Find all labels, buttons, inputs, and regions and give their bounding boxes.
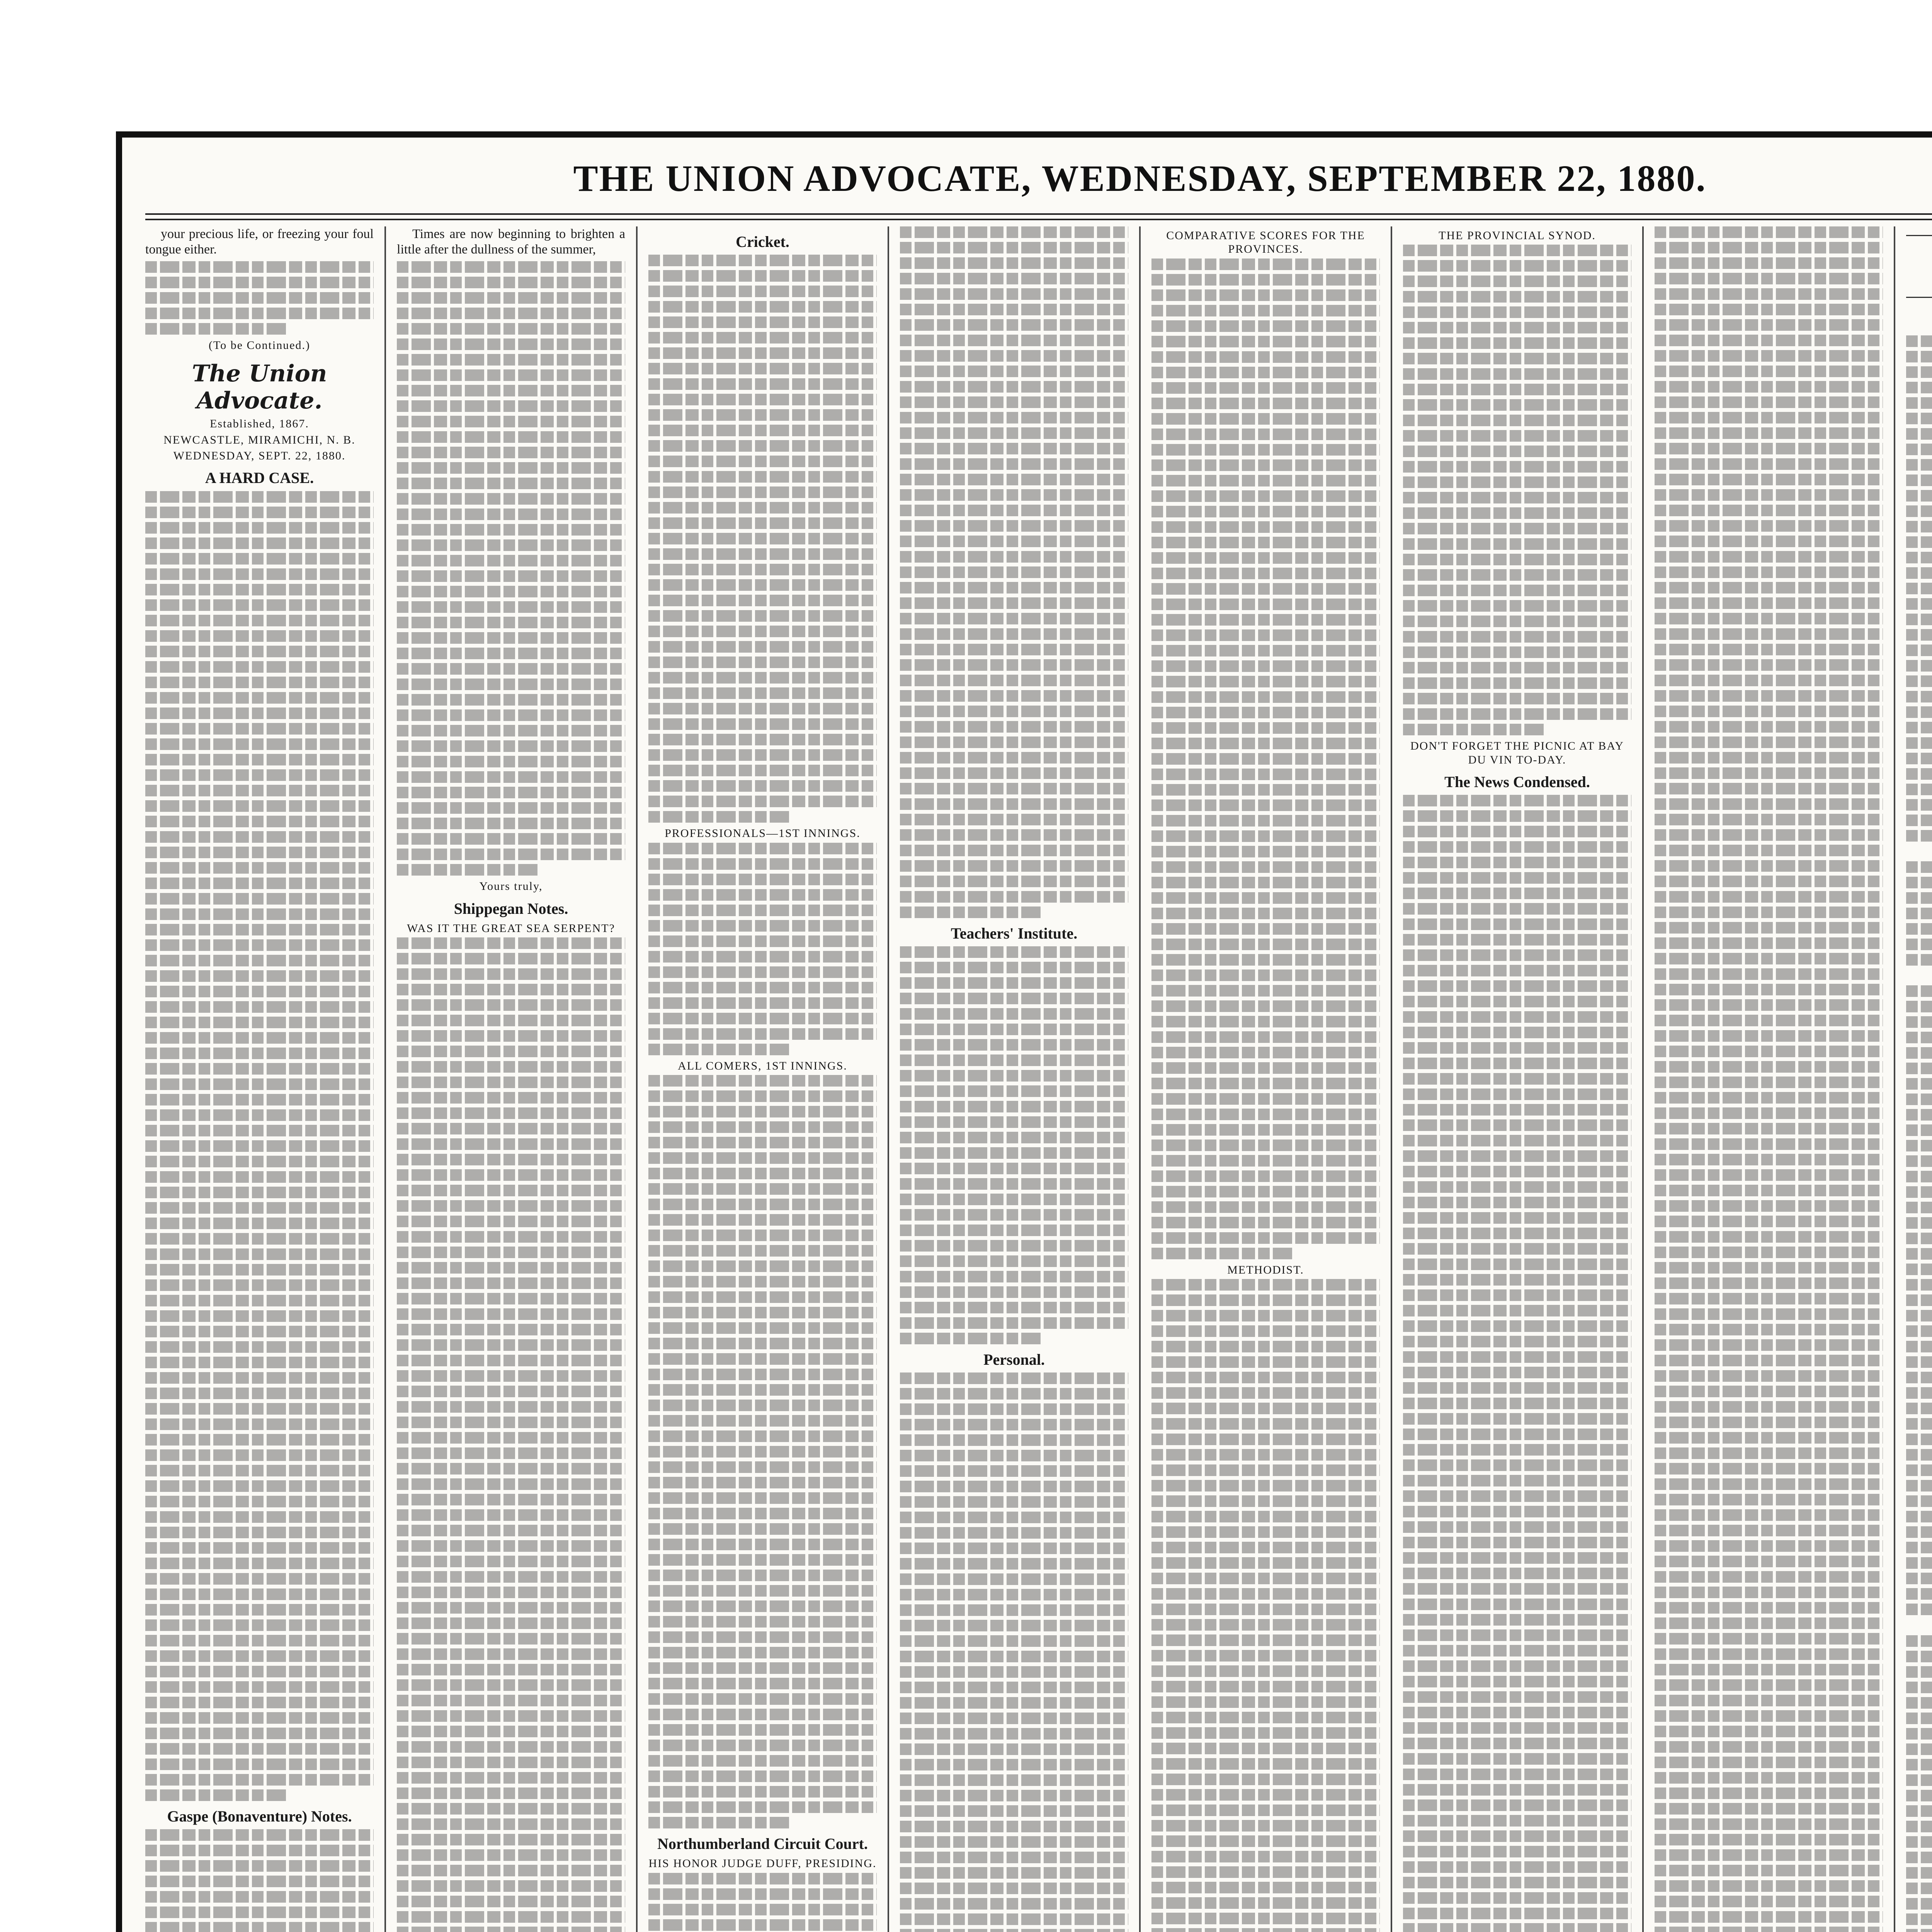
headline-hard-case: A HARD CASE. <box>205 469 314 487</box>
paper-nameplate: The Union Advocate. <box>192 360 327 415</box>
column-5 <box>1139 226 1391 1932</box>
text-block <box>1403 795 1631 1932</box>
text-block <box>1655 226 1883 1932</box>
headline-methodist: METHODIST. <box>1227 1263 1304 1276</box>
column-4 <box>888 226 1139 1932</box>
headline-cricket: Cricket. <box>736 233 789 250</box>
disasters-label <box>1906 1619 1932 1633</box>
text-block <box>900 946 1128 1344</box>
issue-date: WEDNESDAY, SEPT. 22, 1880. <box>173 449 346 462</box>
newspaper-page <box>116 131 1932 1932</box>
headline-news-condensed: The News Condensed. <box>1444 773 1590 791</box>
signoff-yours-truly: Yours truly, <box>479 880 543 893</box>
text-block <box>145 261 374 335</box>
headline-teachers-institute: Teachers' Institute. <box>951 925 1078 942</box>
text-block <box>1403 245 1631 735</box>
column-2 <box>384 226 636 1932</box>
headline-gaspe-notes: Gaspe (Bonaventure) Notes. <box>167 1807 352 1825</box>
text-block <box>900 1372 1128 1932</box>
presiding-judge: HIS HONOR JUDGE DUFF, PRESIDING. <box>648 1857 877 1870</box>
column-1 <box>145 226 384 1932</box>
shipping-list <box>1906 985 1932 1615</box>
score-header-professionals: PROFESSIONALS—1ST INNINGS. <box>665 827 861 840</box>
column-6 <box>1391 226 1642 1932</box>
column-1-lead: your precious life, or freezing your foul tongue either. <box>145 227 374 257</box>
picnic-notice: DON'T FORGET THE PICNIC AT BAY DU VIN TO-DAY. <box>1410 740 1624 766</box>
port-of-newcastle <box>1906 303 1932 317</box>
text-block <box>145 1829 374 1932</box>
headline-provincial-synod: THE PROVINCIAL SYNOD. <box>1439 229 1596 242</box>
text-block <box>397 261 625 876</box>
text-block <box>1151 259 1380 1259</box>
column-8 <box>1894 226 1932 1932</box>
cleared-label <box>1906 845 1932 859</box>
column-2-lead: Times are now beginning to brighten a little after the dullness of the summer, <box>397 227 625 257</box>
headline-comparative-scores: COMPARATIVE SCORES FOR THE PROVINCES. <box>1166 229 1365 256</box>
headline-personal: Personal. <box>983 1351 1045 1369</box>
masthead-rule <box>145 213 1932 220</box>
masthead-title: THE UNION ADVOCATE, WEDNESDAY, SEPTEMBER 22, 1880. <box>573 158 1707 199</box>
score-header-all-comers: ALL COMERS, 1ST INNINGS. <box>678 1059 847 1072</box>
headline-circuit-court: Northumberland Circuit Court. <box>657 1835 868 1852</box>
text-block <box>648 1873 877 1932</box>
to-be-continued: (To be Continued.) <box>208 339 311 352</box>
headline-shippegan-notes: Shippegan Notes. <box>454 900 568 917</box>
text-block <box>397 937 625 1932</box>
columns <box>145 226 1932 1932</box>
established-line: Established, 1867. <box>210 417 309 430</box>
subhead-sea-serpent: WAS IT THE GREAT SEA SERPENT? <box>407 922 615 935</box>
column-7 <box>1642 226 1894 1932</box>
shipping-list <box>1906 861 1932 966</box>
dateline: NEWCASTLE, MIRAMICHI, N. B. <box>163 433 355 446</box>
text-block <box>648 255 877 823</box>
headline-shipping-intelligence <box>1906 235 1932 298</box>
score-table <box>648 843 877 1055</box>
column-3 <box>636 226 888 1932</box>
text-block <box>900 226 1128 918</box>
shipping-list <box>1906 1635 1932 1932</box>
text-block <box>145 491 374 1801</box>
score-table <box>648 1075 877 1828</box>
port-of-chatham <box>1906 969 1932 983</box>
entered-label <box>1906 319 1932 333</box>
text-block <box>1151 1279 1380 1932</box>
shipping-list <box>1906 335 1932 842</box>
